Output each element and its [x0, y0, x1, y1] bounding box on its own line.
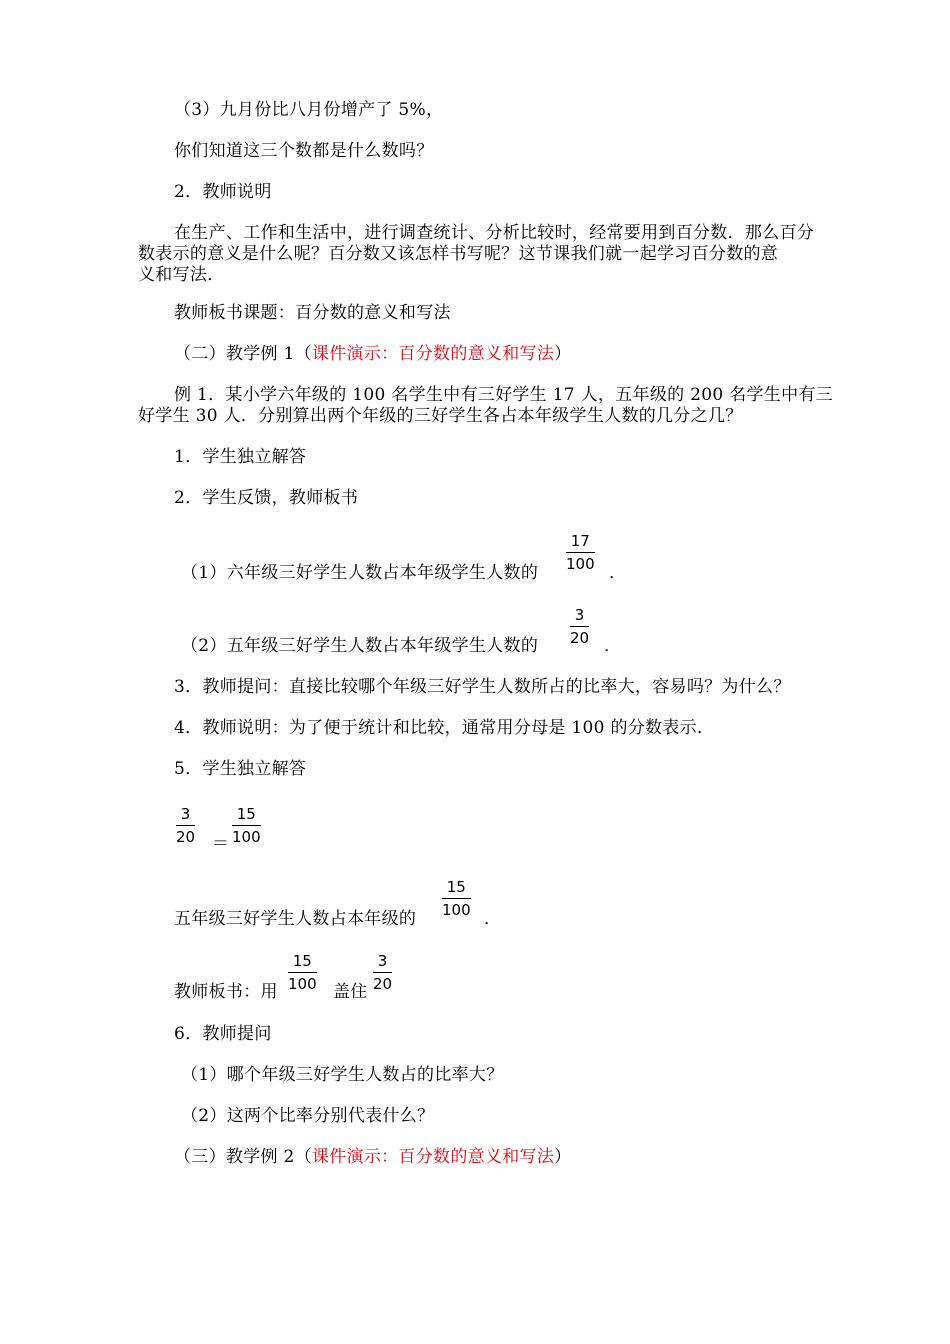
fraction-numerator: 15: [232, 806, 261, 826]
fraction-denominator: 20: [176, 828, 196, 846]
fraction: [570, 607, 589, 647]
fraction-denominator: 100: [566, 555, 595, 573]
text-line: 五年级三好学生人数占本年级的: [174, 909, 417, 929]
courseware-note: 课件演示：百分数的意义和写法: [311, 1147, 555, 1167]
section-heading: [174, 1147, 571, 1168]
period: ．: [484, 909, 502, 929]
courseware-note: 课件演示：百分数的意义和写法: [311, 344, 555, 364]
fraction-numerator: 17: [566, 533, 595, 553]
text-line: 3．教师提问：直接比较哪个年级三好学生人数所占的比率大，容易吗？为什么？: [174, 677, 791, 697]
text-line: （1）哪个年级三好学生人数占的比率大？: [181, 1065, 504, 1085]
period: ．: [604, 636, 622, 656]
fraction: [442, 879, 471, 919]
text-line: 教师板书：用: [174, 982, 278, 1002]
section-heading-prefix: （三）教学例 2（: [174, 1147, 312, 1167]
fraction-numerator: 3: [176, 806, 195, 826]
fraction-denominator: 100: [288, 975, 317, 993]
equals-sign: ＝: [212, 834, 230, 854]
text-line: （1）六年级三好学生人数占本年级学生人数的: [181, 563, 539, 583]
text-line: 6．教师提问: [174, 1024, 272, 1044]
paragraph-line: 在生产、工作和生活中，进行调查统计、分析比较时，经常要用到百分数．那么百分: [174, 223, 815, 243]
text-line: （3）九月份比八月份增产了 5%，: [174, 100, 444, 120]
text-line: 2．学生反馈，教师板书: [174, 488, 359, 508]
fraction: [176, 806, 195, 846]
fraction-denominator: 20: [373, 975, 393, 993]
fraction: [373, 953, 392, 993]
fraction-denominator: 100: [232, 828, 261, 846]
fraction-numerator: 3: [570, 607, 589, 627]
text-line: 5．学生独立解答: [174, 759, 307, 779]
text-line: 盖住: [333, 982, 368, 1002]
section-heading-suffix: ）: [554, 1147, 572, 1167]
section-heading-suffix: ）: [554, 344, 572, 364]
paragraph-line: 数表示的意义是什么呢？百分数又该怎样书写呢？这节课我们就一起学习百分数的意: [138, 244, 779, 264]
paragraph-line: 义和写法．: [138, 265, 225, 285]
fraction: [288, 953, 317, 993]
text-line: 你们知道这三个数都是什么数吗？: [174, 141, 434, 161]
fraction-denominator: 100: [442, 901, 471, 919]
text-line: 4．教师说明：为了便于统计和比较，通常用分母是 100 的分数表示．: [174, 718, 715, 738]
text-line: 教师板书课题：百分数的意义和写法: [174, 303, 451, 323]
section-heading: [174, 344, 571, 365]
text-line: （2）这两个比率分别代表什么？: [181, 1106, 435, 1126]
fraction: [566, 533, 595, 573]
fraction-numerator: 15: [288, 953, 317, 973]
period: ．: [609, 563, 627, 583]
fraction-numerator: 3: [373, 953, 392, 973]
section-heading-prefix: （二）教学例 1（: [174, 344, 312, 364]
text-line: （2）五年级三好学生人数占本年级学生人数的: [181, 636, 539, 656]
heading-teacher-explanation: 2．教师说明: [174, 182, 272, 202]
fraction-numerator: 15: [442, 879, 471, 899]
example-line: 例 1．某小学六年级的 100 名学生中有三好学生 17 人，五年级的 200 名学生中有三: [174, 385, 833, 405]
text-line: 1．学生独立解答: [174, 447, 307, 467]
example-line: 好学生 30 人．分别算出两个年级的三好学生各占本年级学生人数的几分之几？: [138, 406, 743, 426]
fraction: [232, 806, 261, 846]
fraction-denominator: 20: [570, 629, 590, 647]
